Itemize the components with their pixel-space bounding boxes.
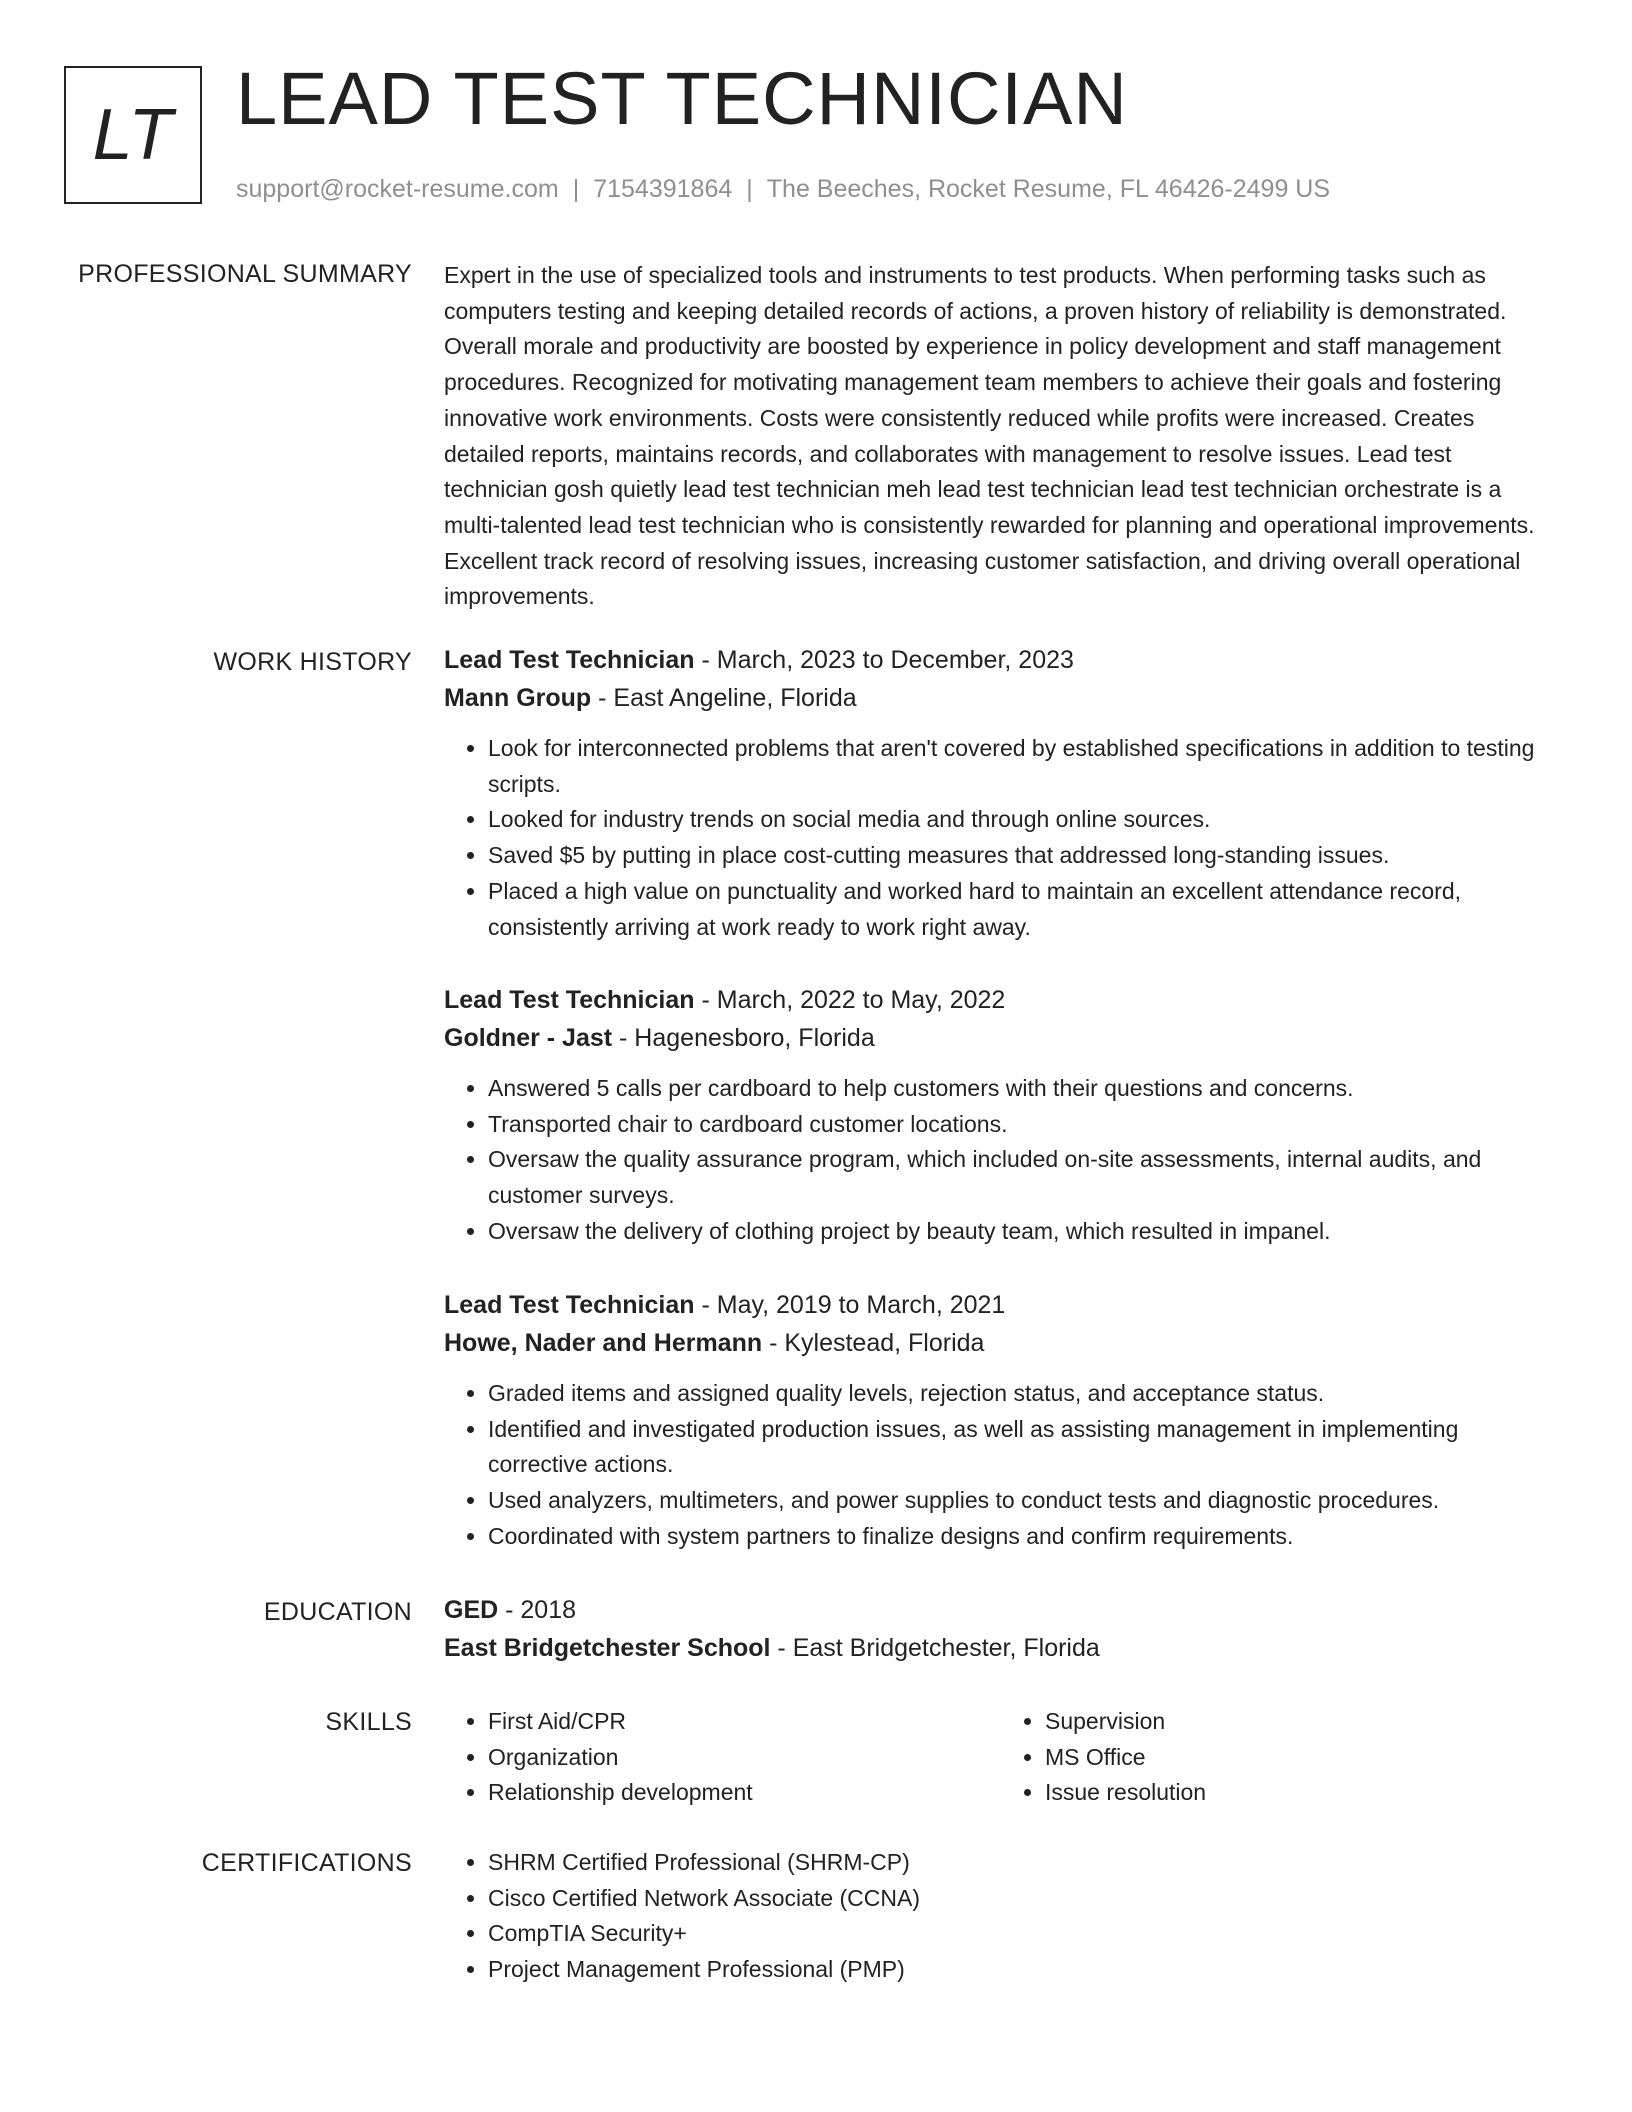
job-company-line bbox=[444, 679, 1558, 717]
section-heading-certifications: CERTIFICATIONS bbox=[201, 1849, 412, 1877]
summary-body bbox=[444, 258, 1558, 615]
job-title: Lead Test Technician bbox=[444, 646, 695, 674]
education-location: - East Bridgetchester, Florida bbox=[770, 1634, 1100, 1662]
list-item: • Look for interconnected problems that aren't covered by established specifications in addition to testing scripts. bbox=[488, 731, 1558, 802]
job-location: - East Angeline, Florida bbox=[591, 684, 857, 712]
contact-phone: 7154391864 bbox=[593, 175, 733, 203]
education-degree-line bbox=[444, 1591, 1558, 1629]
list-item: • Oversaw the delivery of clothing project by beauty team, which resulted in impanel. bbox=[488, 1214, 1558, 1250]
monogram-initials: LT bbox=[92, 95, 174, 175]
job-bullets bbox=[444, 731, 1558, 945]
job-dates: - March, 2022 to May, 2022 bbox=[694, 986, 1006, 1014]
list-item: • Placed a high value on punctuality and worked hard to maintain an excellent attendance record, consistently arriving at work ready to work right away. bbox=[488, 874, 1558, 945]
contact-line bbox=[236, 174, 1330, 204]
job-entry bbox=[444, 641, 1558, 945]
skill-item: • First Aid/CPR bbox=[488, 1704, 1001, 1740]
education-degree: GED bbox=[444, 1596, 499, 1624]
list-item: • Answered 5 calls per cardboard to help customers with their questions and concerns. bbox=[488, 1071, 1558, 1107]
list-item: • Coordinated with system partners to finalize designs and confirm requirements. bbox=[488, 1519, 1558, 1555]
job-company: Mann Group bbox=[444, 684, 592, 712]
summary-text: Expert in the use of specialized tools and instruments to test products. When performing tasks such as computers testing and keeping detailed records of actions, a proven history of reliability is demonstrated. Overall morale and productivity are boosted by experience in policy development and staff management procedures. Recognized for motivating management team members to achieve their goals and fostering innovative work environments. Costs were consistently reduced while profits were increased. Creates detailed reports, maintains records, and collaborates with management to resolve issues. Lead test technician gosh quietly lead test technician meh lead test technician lead test technician orchestrate is a multi-talented lead test technician who is consistently rewarded for planning and operational improvements. Excellent track record of resolving issues, increasing customer satisfaction, and driving overall operational improvements. bbox=[444, 262, 1535, 610]
skill-item: • Supervision bbox=[1045, 1704, 1558, 1740]
resume-title: LEAD TEST TECHNICIAN bbox=[236, 57, 1128, 140]
section-heading-summary: PROFESSIONAL SUMMARY bbox=[78, 260, 412, 288]
skill-item: • Issue resolution bbox=[1045, 1775, 1558, 1811]
job-company: Goldner - Jast bbox=[444, 1024, 613, 1052]
skill-item: • MS Office bbox=[1045, 1740, 1558, 1776]
contact-separator: | bbox=[572, 175, 580, 203]
job-title-line bbox=[444, 1286, 1558, 1324]
skills-columns bbox=[444, 1704, 1558, 1811]
list-item: • Graded items and assigned quality levels, rejection status, and acceptance status. bbox=[488, 1376, 1558, 1412]
list-item: • Saved $5 by putting in place cost-cutting measures that addressed long-standing issues. bbox=[488, 838, 1558, 874]
education-school-line bbox=[444, 1629, 1558, 1667]
contact-email: support@rocket-resume.com bbox=[236, 175, 559, 203]
certification-item: • Project Management Professional (PMP) bbox=[488, 1952, 1558, 1988]
job-location: - Hagenesboro, Florida bbox=[612, 1024, 875, 1052]
job-bullets bbox=[444, 1376, 1558, 1555]
certifications-body bbox=[444, 1845, 1558, 1988]
education-body bbox=[444, 1591, 1558, 1667]
skills-list-right bbox=[1001, 1704, 1558, 1811]
education-school: East Bridgetchester School bbox=[444, 1634, 771, 1662]
skill-item: • Relationship development bbox=[488, 1775, 1001, 1811]
certification-item: • SHRM Certified Professional (SHRM-CP) bbox=[488, 1845, 1558, 1881]
job-entry bbox=[444, 1286, 1558, 1555]
skill-item: • Organization bbox=[488, 1740, 1001, 1776]
list-item: • Used analyzers, multimeters, and power supplies to conduct tests and diagnostic procedures. bbox=[488, 1483, 1558, 1519]
section-heading-skills: SKILLS bbox=[325, 1708, 412, 1736]
job-company-line bbox=[444, 1019, 1558, 1057]
job-title-line bbox=[444, 641, 1558, 679]
job-entry bbox=[444, 981, 1558, 1250]
section-heading-work-history: WORK HISTORY bbox=[213, 648, 412, 676]
job-location: - Kylestead, Florida bbox=[762, 1329, 985, 1357]
section-heading-education: EDUCATION bbox=[263, 1598, 412, 1626]
monogram-badge bbox=[64, 66, 202, 204]
certifications-list bbox=[444, 1845, 1558, 1988]
job-title-line bbox=[444, 981, 1558, 1019]
skills-body bbox=[444, 1704, 1558, 1811]
job-title: Lead Test Technician bbox=[444, 1291, 695, 1319]
job-title: Lead Test Technician bbox=[444, 986, 695, 1014]
contact-address: The Beeches, Rocket Resume, FL 46426-2499 US bbox=[766, 175, 1331, 203]
education-year: - 2018 bbox=[498, 1596, 577, 1624]
list-item: • Transported chair to cardboard customer locations. bbox=[488, 1107, 1558, 1143]
job-company-line bbox=[444, 1324, 1558, 1362]
certification-item: • Cisco Certified Network Associate (CCNA) bbox=[488, 1881, 1558, 1917]
list-item: • Oversaw the quality assurance program, which included on-site assessments, internal audits, and customer surveys. bbox=[488, 1142, 1558, 1213]
job-dates: - May, 2019 to March, 2021 bbox=[694, 1291, 1006, 1319]
job-company: Howe, Nader and Hermann bbox=[444, 1329, 763, 1357]
certification-item: • CompTIA Security+ bbox=[488, 1916, 1558, 1952]
contact-separator: | bbox=[746, 175, 753, 203]
job-dates: - March, 2023 to December, 2023 bbox=[694, 646, 1074, 674]
skills-list-left bbox=[444, 1704, 1001, 1811]
list-item: • Identified and investigated production issues, as well as assisting management in implementing corrective actions. bbox=[488, 1412, 1558, 1483]
job-bullets bbox=[444, 1071, 1558, 1250]
list-item: • Looked for industry trends on social media and through online sources. bbox=[488, 802, 1558, 838]
